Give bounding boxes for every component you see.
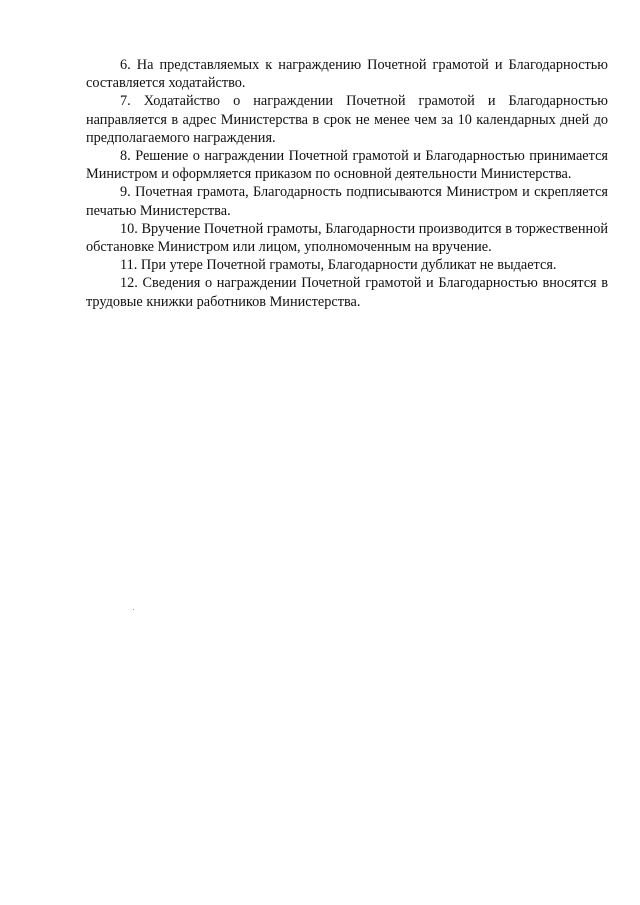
paragraph-7: 7. Ходатайство о награждении Почетной грамотой и Благодарностью направляется в адрес Министерства в срок не менее чем за 10 календарных дней до предполагаемого награждения. bbox=[86, 93, 608, 146]
paragraph-9: 9. Почетная грамота, Благодарность подписываются Министром и скрепляется печатью Министерства. bbox=[86, 184, 608, 219]
paragraph-10: 10. Вручение Почетной грамоты, Благодарности производится в торжественной обстановке Министром или лицом, уполномоченным на вручение. bbox=[86, 220, 608, 256]
paragraph-11: 11. При утере Почетной грамоты, Благодарности дубликат не выдается. bbox=[120, 257, 557, 274]
paragraph-6: 6. На представляемых к награждению Почетной грамотой и Благодарностью составляется ходатайство. bbox=[86, 57, 608, 92]
document-body bbox=[86, 56, 608, 311]
scan-speck bbox=[133, 609, 134, 610]
paragraph-12: 12. Сведения о награждении Почетной грамотой и Благодарностью вносятся в трудовые книжки работников Министерства. bbox=[86, 275, 608, 310]
paragraph-8: 8. Решение о награждении Почетной грамотой и Благодарностью принимается Министром и оформляется приказом по основной деятельности Министерства. bbox=[86, 148, 608, 183]
